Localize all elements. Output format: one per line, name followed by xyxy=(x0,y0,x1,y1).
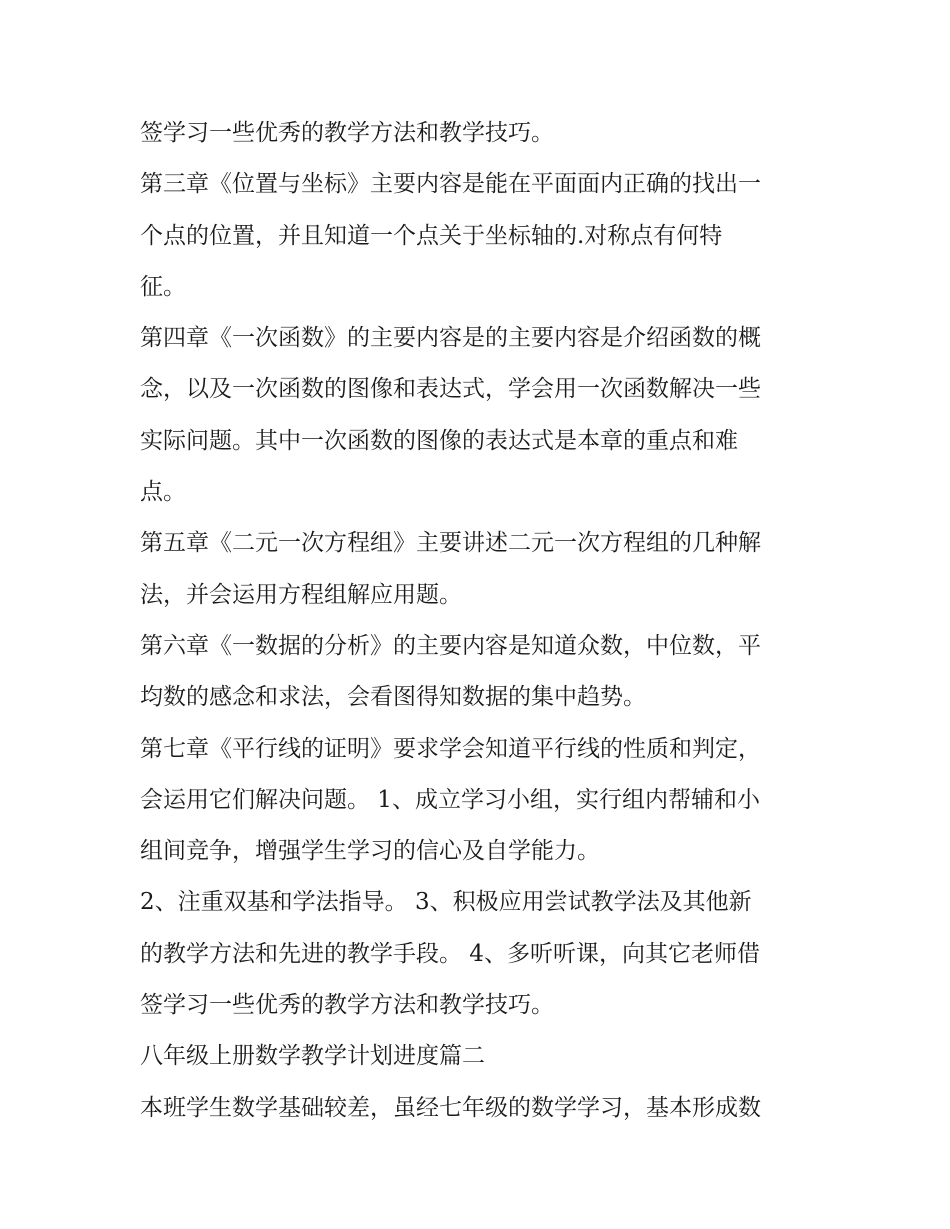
text-line: 法，并会运用方程组解应用题。 xyxy=(140,581,462,608)
text-line: 会运用它们解决问题。 1、成立学习小组，实行组内帮辅和小 xyxy=(140,786,760,813)
text-line: 签学习一些优秀的教学方法和教学技巧。 xyxy=(140,992,554,1019)
text-line: 均数的感念和求法，会看图得知数据的集中趋势。 xyxy=(140,684,646,711)
text-line: 本班学生数学基础较差，虽经七年级的数学学习，基本形成数 xyxy=(140,1094,761,1121)
section-heading: 八年级上册数学教学计划进度篇二 xyxy=(140,1043,485,1070)
text-line: 的教学方法和先进的教学手段。 4、多听听课，向其它老师借 xyxy=(140,940,760,967)
text-line: 念，以及一次函数的图像和表达式，学会用一次函数解决一些 xyxy=(140,376,761,403)
text-line: 2、注重双基和学法指导。 3、积极应用尝试教学法及其他新 xyxy=(140,889,752,916)
text-line: 第三章《位置与坐标》主要内容是能在平面面内正确的找出一 xyxy=(140,171,761,198)
text-line: 第四章《一次函数》的主要内容是的主要内容是介绍函数的概 xyxy=(140,325,761,352)
text-line: 实际问题。其中一次函数的图像的表达式是本章的重点和难 xyxy=(140,427,738,454)
text-line: 个点的位置，并且知道一个点关于坐标轴的.对称点有何特 xyxy=(140,222,723,249)
document-body xyxy=(140,108,820,1134)
text-line: 第七章《平行线的证明》要求学会知道平行线的性质和判定， xyxy=(140,735,761,762)
text-line: 组间竞争，增强学生学习的信心及自学能力。 xyxy=(140,838,600,865)
text-line: 征。 xyxy=(140,273,186,300)
text-line: 第五章《二元一次方程组》主要讲述二元一次方程组的几种解 xyxy=(140,530,761,557)
text-line: 点。 xyxy=(140,479,186,506)
text-line: 签学习一些优秀的教学方法和教学技巧。 xyxy=(140,120,554,146)
text-line: 第六章《一数据的分析》的主要内容是知道众数，中位数，平 xyxy=(140,632,761,659)
